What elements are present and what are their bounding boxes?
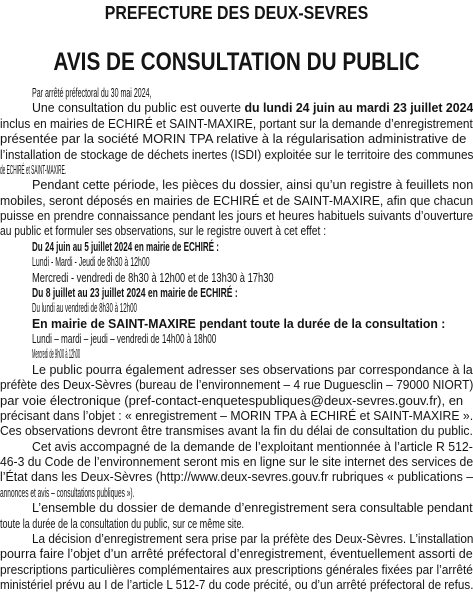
notice-line — [0, 377, 473, 393]
notice-line-text: toute la durée de la consultation du public, sur ce même site. — [0, 515, 245, 531]
notice-line — [0, 516, 330, 531]
notice-line-text: Le public pourra également adresser ses observations par correspondance à la — [32, 361, 473, 377]
notice-line — [0, 192, 473, 208]
notice-line-text: préfète des Deux-Sèvres (bureau de l’environnement – 4 rue Duguesclin – 79000 NIORT) — [0, 377, 473, 393]
notice-line — [32, 331, 309, 346]
notice-line-text: Lundi – mardi – jeudi – vendredi de 14h00 à 18h00 — [32, 331, 217, 346]
notice-line — [0, 546, 473, 562]
notice-line-text: inclus en mairies de ECHIRÉ et SAINT-MAXIRE, portant sur la demande d’enregistrement — [0, 115, 473, 131]
notice-line — [0, 469, 473, 485]
notice-line-text: Du lundi au vendredi de 8h30 à 12h00 — [32, 300, 137, 316]
notice-line — [0, 115, 473, 131]
notice-line — [0, 223, 374, 238]
notice-line — [32, 500, 473, 516]
notice-line-text: prescriptions particulières complémentaires aux prescriptions générales fixées par l’arrêté — [0, 561, 473, 577]
notice-line-bold-text: du lundi 24 juin au mardi 23 juillet 2024 — [244, 100, 473, 116]
notice-line-text: de ECHIRÉ et SAINT-MAXIRE. — [0, 161, 67, 177]
notice-line — [0, 407, 473, 423]
notice-line-text: annonces et avis – consultations publiques »). — [0, 484, 135, 500]
notice-line — [0, 577, 473, 592]
notice-line — [32, 285, 322, 300]
notice-line-text: 46-3 du Code de l’environnement seront mis en ligne sur le site internet des services de — [0, 454, 473, 469]
notice-line-text: pourra faire l’objet d’un arrêté préfectoral d’enregistrement, éventuellement assorti de — [0, 546, 473, 562]
notice-line-bold-text: Du 24 juin au 5 juillet 2024 en mairie de ECHIRÉ : — [32, 238, 219, 254]
notice-line — [0, 561, 473, 577]
notice-line-text: présentée par la société MORIN TPA relative à la régularisation administrative de — [0, 131, 467, 147]
notice-line — [32, 270, 349, 285]
notice-line-bold-text: Du 8 juillet au 23 juillet 2024 en mairie de ECHIRÉ : — [32, 284, 238, 300]
notice-line-text: Lundi - Mardi - Jeudi de 8h30 à 12h00 — [32, 254, 150, 270]
notice-line — [32, 316, 447, 331]
notice-line — [0, 393, 473, 408]
notice-line — [32, 300, 242, 315]
notice-line-text: mobiles, seront déposés en mairies de ECHIRÉ et de SAINT-MAXIRE, afin que chacun — [0, 192, 473, 208]
notice-line-bold-text: En mairie de SAINT-MAXIRE pendant toute la durée de la consultation : — [32, 315, 446, 331]
notice-line — [32, 177, 473, 193]
notice-line — [0, 162, 173, 177]
notice-line-text: Par arrêté préfectoral du 30 mai 2024, — [32, 85, 152, 100]
notice-line-text: l’installation de stockage de déchets inertes (ISDI) exploitée sur le territoire des communes — [0, 146, 473, 162]
notice-line-text: Pendant cette période, les pièces du dossier, ainsi qu’un registre à feuillets non — [32, 177, 473, 193]
notice-line — [0, 485, 239, 500]
notice-line-text: l’État dans les Deux-Sèvres (http://www.deux-sevres.gouv.fr rubriques « publications – — [0, 469, 473, 485]
notice-line-text: par voie électronique (pref-contact-enquetespubliques@deux-sevres.gouv.fr), en — [0, 392, 464, 408]
prefecture-heading: PREFECTURE DES DEUX-SEVRES — [104, 2, 369, 23]
notice-line — [32, 100, 473, 116]
notice-line-text: ministériel prévu au I de l’article L 512-7 du code précité, ou d’un arrêté préfectoral de refus. — [0, 577, 473, 592]
notice-line-text: puisse en prendre connaissance pendant les jours et heures habituels suivants d’ouverture — [0, 208, 473, 223]
notice-line — [32, 85, 272, 100]
notice-line — [0, 208, 473, 223]
notice-body — [0, 85, 473, 592]
notice-line-text: Ces observations devront être transmises avant la fin du délai de consultation du public. — [0, 423, 473, 439]
notice-line — [0, 423, 473, 439]
notice-line-text: Cet avis accompagné de la demande de l’exploitant mentionnée à l’article R 512- — [32, 438, 473, 454]
notice-line — [32, 438, 473, 454]
notice-line — [0, 454, 473, 469]
notice-line — [0, 131, 473, 146]
notice-line — [32, 254, 268, 269]
notice-line-text: précisant dans l’objet : « enregistrement – MORIN TPA à ECHIRÉ et SAINT-MAXIRE ». — [0, 407, 473, 423]
notice-title: AVIS DE CONSULTATION DU PUBLIC — [53, 48, 420, 76]
notice-line — [32, 530, 473, 546]
notice-line — [32, 346, 172, 361]
notice-line-text: Mercredi - vendredi de 8h30 à 12h00 et de 13h30 à 17h30 — [32, 269, 274, 285]
notice-line — [0, 146, 473, 162]
notice-line-text: Une consultation du public est ouverte — [32, 100, 245, 116]
notice-line — [32, 361, 473, 377]
notice-line-text: La décision d’enregistrement sera prise par la préfète des Deux-Sèvres. L’installation — [32, 530, 473, 546]
notice-line-text: Mercredi de 9h00 à 12h00 — [32, 346, 81, 362]
notice-line-text: au public et formuler ses observations, sur le registre ouvert à cet effet : — [0, 223, 327, 239]
notice-line-text: L’ensemble du dossier de demande d’enregistrement sera consultable pendant — [32, 500, 473, 516]
notice-line — [32, 239, 305, 254]
